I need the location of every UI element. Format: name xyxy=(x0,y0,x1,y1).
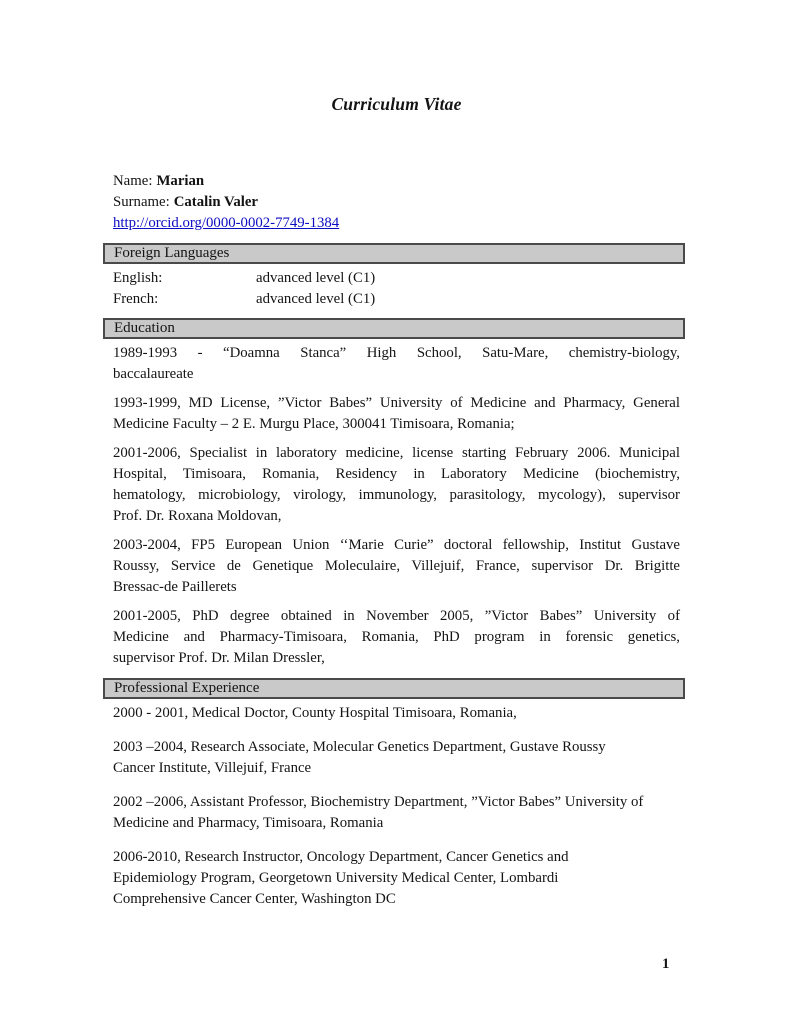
name-label: Name: xyxy=(113,173,153,189)
text-line: Bressac-de Paillerets xyxy=(113,579,237,595)
experience-entry-medical-doctor xyxy=(113,703,680,724)
text-line: 1989-1993 - “Doamna Stanca” High School, Satu-Mare, chemistry-biology, xyxy=(113,345,680,361)
text-line: baccalaureate xyxy=(113,366,194,382)
text-line: 2002 –2006, Assistant Professor, Biochemistry Department, ”Victor Babes” University of xyxy=(113,794,644,810)
education-entry-phd xyxy=(113,606,680,669)
experience-entry-research-associate xyxy=(113,737,680,779)
document-title: Curriculum Vitae xyxy=(331,94,462,114)
text-line: Hospital, Timisoara, Romania, Residency in Laboratory Medicine (biochemistry, xyxy=(113,466,680,482)
experience-entry-assistant-professor xyxy=(113,792,680,834)
text-line: Epidemiology Program, Georgetown University Medical Center, Lombardi xyxy=(113,870,559,886)
surname-line xyxy=(113,192,680,213)
name-line xyxy=(113,171,680,192)
text-line: 1993-1999, MD License, ”Victor Babes” University of Medicine and Pharmacy, General xyxy=(113,395,680,411)
experience-paragraphs xyxy=(113,703,680,910)
text-line: Cancer Institute, Villejuif, France xyxy=(113,760,312,776)
section-header-professional-experience: Professional Experience xyxy=(103,678,685,699)
orcid-line xyxy=(113,213,680,234)
text-line: Comprehensive Cancer Center, Washington DC xyxy=(113,891,396,907)
name-value: Marian xyxy=(156,173,205,189)
section-header-education: Education xyxy=(103,318,685,339)
document-content xyxy=(113,0,680,910)
text-line: Medicine and Pharmacy-Timisoara, Romania, PhD program in forensic genetics, xyxy=(113,629,680,645)
languages-list xyxy=(113,268,680,310)
language-level: advanced level (C1) xyxy=(256,291,376,307)
language-level: advanced level (C1) xyxy=(256,270,376,286)
language-label: English: xyxy=(113,270,163,286)
education-entry-residency xyxy=(113,443,680,527)
language-label: French: xyxy=(113,291,159,307)
surname-value: Catalin Valer xyxy=(173,194,258,210)
text-line: 2003 –2004, Research Associate, Molecular Genetics Department, Gustave Roussy xyxy=(113,739,606,755)
section-header-foreign-languages: Foreign Languages xyxy=(103,243,685,264)
text-line: 2006-2010, Research Instructor, Oncology Department, Cancer Genetics and xyxy=(113,849,569,865)
surname-label: Surname: xyxy=(113,194,170,210)
text-line: 2000 - 2001, Medical Doctor, County Hospital Timisoara, Romania, xyxy=(113,705,517,721)
text-line: Medicine Faculty – 2 E. Murgu Place, 300041 Timisoara, Romania; xyxy=(113,416,515,432)
text-line: Roussy, Service de Genetique Moleculaire, Villejuif, France, supervisor Dr. Brigitte xyxy=(113,558,680,574)
text-line: 2003-2004, FP5 European Union ‘‘Marie Curie” doctoral fellowship, Institut Gustave xyxy=(113,537,680,553)
text-line: 2001-2005, PhD degree obtained in November 2005, ”Victor Babes” University of xyxy=(113,608,680,624)
language-row-french xyxy=(113,289,680,310)
identity-block xyxy=(113,171,680,234)
text-line: 2001-2006, Specialist in laboratory medicine, license starting February 2006. Municipal xyxy=(113,445,680,461)
page-number: 1 xyxy=(662,956,670,972)
education-entry-md-license xyxy=(113,393,680,435)
experience-entry-research-instructor xyxy=(113,847,680,910)
orcid-link[interactable]: http://orcid.org/0000-0002-7749-1384 xyxy=(113,215,340,231)
education-entry-highschool xyxy=(113,343,680,385)
text-line: Medicine and Pharmacy, Timisoara, Romania xyxy=(113,815,384,831)
text-line: Prof. Dr. Roxana Moldovan, xyxy=(113,508,282,524)
education-paragraphs xyxy=(113,343,680,669)
education-entry-fellowship xyxy=(113,535,680,598)
language-row-english xyxy=(113,268,680,289)
text-line: supervisor Prof. Dr. Milan Dressler, xyxy=(113,650,325,666)
text-line: hematology, microbiology, virology, immunology, parasitology, mycology), supervisor xyxy=(113,487,680,503)
